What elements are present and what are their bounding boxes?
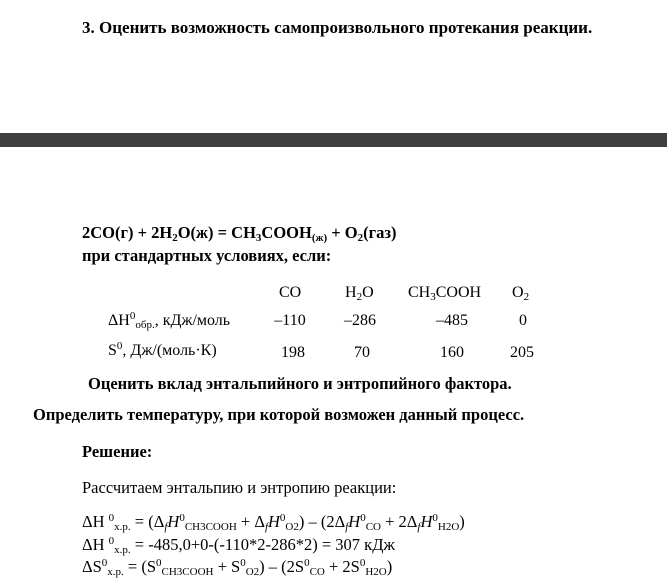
row-enthalpy-label: $\Delta H^0_{обр.}$, кДж/моль (108, 310, 231, 331)
row-entropy-label: $S^0$, Дж/(моль·К) (108, 340, 217, 359)
question-1: Оценить вклад энтальпийного и энтропийного фактора. (88, 374, 512, 393)
cell-enthalpy-h2o: –286 (344, 312, 376, 329)
cell-entropy-co: 198 (281, 344, 305, 361)
formula-enthalpy-calc: ΔH $^0_{х.р.}$ = -485,0+0-(-110*2-286*2) = 307 кДж (82, 535, 395, 556)
cell-entropy-h2o: 70 (354, 344, 370, 361)
header-h2o: $H_2O$ (345, 284, 374, 303)
task-title: 3. Оценить возможность самопроизвольного протекания реакции. (82, 18, 593, 37)
question-2: Определить температуру, при которой возможен данный процесс. (33, 405, 525, 424)
reaction-equation: $2CO(г) + 2H_2O(ж)$ = $CH_3COOH_{(ж)} + O_2(газ)$ (82, 223, 397, 244)
header-co: CO (279, 284, 302, 301)
conditions-text: при стандартных условиях, если: (82, 246, 332, 265)
header-o2: $O_2$ (512, 284, 530, 303)
cell-entropy-o2: 205 (510, 344, 534, 361)
solution-heading: Решение: (82, 442, 153, 461)
divider-bar (0, 133, 667, 147)
header-ch3cooh: $CH_3COOH$ (408, 284, 482, 303)
cell-enthalpy-o2: 0 (519, 312, 527, 329)
formula-enthalpy: ΔH $^0_{х.р.} = (\Delta_fH^0_{CH3COOH} + \Delta_fH^0_{O2}) - (2\Delta_fH^0_{CO} + 2\Delta_fH^0_{H2O})$ (82, 512, 465, 533)
cell-enthalpy-co: –110 (274, 312, 306, 329)
cell-entropy-ch3cooh: 160 (440, 344, 464, 361)
cell-enthalpy-ch3cooh: –485 (436, 312, 468, 329)
formula-entropy: $\Delta S^0_{х.р.} = (S^0_{CH3COOH} + S^0_{O2}) - (2S^0_{CO} + 2S^0_{H2O})$ (82, 557, 393, 578)
solution-intro: Рассчитаем энтальпию и энтропию реакции: (82, 478, 397, 497)
